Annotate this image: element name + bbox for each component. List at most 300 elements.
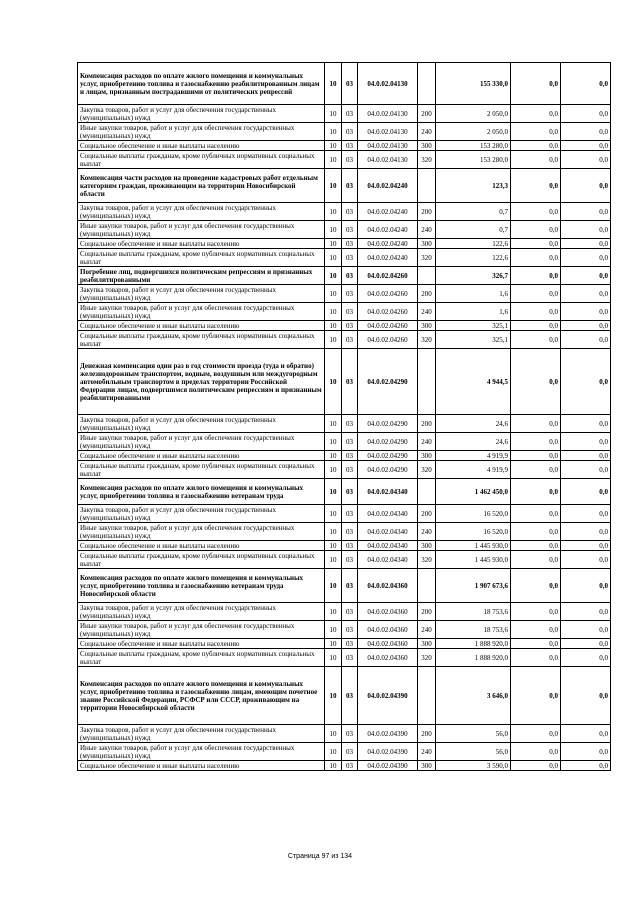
table-row <box>78 551 611 569</box>
cell-name: Компенсация расходов по оплате жилого помещения и коммунальных услуг, приобретению топлива и газоснабжению ветеранам труда <box>78 479 325 505</box>
cell-expense-type: 300 <box>418 639 436 649</box>
cell-section: 10 <box>325 649 342 667</box>
cell-expense-type: 320 <box>418 461 436 479</box>
cell-target-code: 04.0.02.04360 <box>358 639 418 649</box>
cell-expense-type: 240 <box>418 523 436 541</box>
table-row <box>78 267 611 285</box>
cell-subsection: 03 <box>342 285 358 303</box>
cell-target-code: 04.0.02.04130 <box>358 123 418 141</box>
cell-subsection: 03 <box>342 349 358 415</box>
cell-name: Закупка товаров, работ и услуг для обеспечения государственных (муниципальных) нужд <box>78 603 325 621</box>
cell-name: Иные закупки товаров, работ и услуг для обеспечения государственных (муниципальных) нужд <box>78 433 325 451</box>
cell-name: Социальные выплаты гражданам, кроме публичных нормативных социальных выплат <box>78 151 325 169</box>
cell-section: 10 <box>325 621 342 639</box>
cell-subsection: 03 <box>342 523 358 541</box>
cell-subsection: 03 <box>342 621 358 639</box>
cell-amount-2: 0,0 <box>511 331 561 349</box>
cell-subsection: 03 <box>342 761 358 771</box>
cell-expense-type: 240 <box>418 123 436 141</box>
cell-expense-type: 300 <box>418 239 436 249</box>
cell-amount-2: 0,0 <box>511 569 561 603</box>
cell-amount-2: 0,0 <box>511 123 561 141</box>
cell-target-code: 04.0.02.04340 <box>358 523 418 541</box>
cell-expense-type: 200 <box>418 285 436 303</box>
cell-name: Социальные выплаты гражданам, кроме публичных нормативных социальных выплат <box>78 649 325 667</box>
table-row <box>78 761 611 771</box>
table-row <box>78 221 611 239</box>
cell-amount-3: 0,0 <box>561 321 611 331</box>
cell-section: 10 <box>325 221 342 239</box>
cell-amount-2: 0,0 <box>511 141 561 151</box>
cell-target-code: 04.0.02.04260 <box>358 303 418 321</box>
cell-amount-3: 0,0 <box>561 267 611 285</box>
cell-name: Социальное обеспечение и иные выплаты населению <box>78 141 325 151</box>
cell-amount-3: 0,0 <box>561 249 611 267</box>
cell-target-code: 04.0.02.04130 <box>358 105 418 123</box>
cell-amount-2: 0,0 <box>511 451 561 461</box>
cell-amount-2: 0,0 <box>511 479 561 505</box>
cell-amount-3: 0,0 <box>561 239 611 249</box>
cell-amount-3: 0,0 <box>561 303 611 321</box>
cell-amount-1: 325,1 <box>436 321 511 331</box>
cell-target-code: 04.0.02.04340 <box>358 541 418 551</box>
document-page <box>77 62 610 771</box>
cell-name: Социальное обеспечение и иные выплаты населению <box>78 639 325 649</box>
cell-subsection: 03 <box>342 321 358 331</box>
cell-subsection: 03 <box>342 267 358 285</box>
cell-amount-2: 0,0 <box>511 151 561 169</box>
cell-target-code: 04.0.02.04360 <box>358 569 418 603</box>
table-row <box>78 285 611 303</box>
cell-amount-3: 0,0 <box>561 639 611 649</box>
cell-expense-type <box>418 267 436 285</box>
cell-amount-3: 0,0 <box>561 603 611 621</box>
cell-subsection: 03 <box>342 433 358 451</box>
cell-target-code: 04.0.02.04130 <box>358 151 418 169</box>
cell-amount-3: 0,0 <box>561 169 611 203</box>
cell-name: Социальное обеспечение и иные выплаты населению <box>78 451 325 461</box>
cell-amount-1: 1 445 930,0 <box>436 541 511 551</box>
cell-section: 10 <box>325 303 342 321</box>
cell-amount-1: 56,0 <box>436 743 511 761</box>
cell-subsection: 03 <box>342 151 358 169</box>
cell-section: 10 <box>325 141 342 151</box>
cell-expense-type: 320 <box>418 551 436 569</box>
cell-section: 10 <box>325 603 342 621</box>
cell-section: 10 <box>325 63 342 105</box>
table-row <box>78 743 611 761</box>
cell-subsection: 03 <box>342 743 358 761</box>
cell-amount-1: 1 445 930,0 <box>436 551 511 569</box>
cell-subsection: 03 <box>342 249 358 267</box>
cell-amount-3: 0,0 <box>561 551 611 569</box>
cell-name: Социальные выплаты гражданам, кроме публичных нормативных социальных выплат <box>78 551 325 569</box>
cell-target-code: 04.0.02.04290 <box>358 451 418 461</box>
table-row <box>78 725 611 743</box>
table-row <box>78 451 611 461</box>
table-row <box>78 123 611 141</box>
cell-amount-2: 0,0 <box>511 541 561 551</box>
cell-amount-3: 0,0 <box>561 667 611 725</box>
table-row <box>78 321 611 331</box>
cell-target-code: 04.0.02.04390 <box>358 743 418 761</box>
cell-name: Компенсация расходов по оплате жилого помещения и коммунальных услуг, приобретению топлива и газоснабжению реабилитированным лицам и лицам, признанным пострадавшими от политических репрессий <box>78 63 325 105</box>
cell-amount-2: 0,0 <box>511 639 561 649</box>
cell-amount-2: 0,0 <box>511 63 561 105</box>
cell-amount-2: 0,0 <box>511 649 561 667</box>
cell-subsection: 03 <box>342 725 358 743</box>
cell-amount-1: 4 919,9 <box>436 451 511 461</box>
cell-amount-1: 24,6 <box>436 415 511 433</box>
cell-amount-2: 0,0 <box>511 621 561 639</box>
cell-subsection: 03 <box>342 451 358 461</box>
cell-section: 10 <box>325 123 342 141</box>
cell-expense-type: 240 <box>418 743 436 761</box>
cell-section: 10 <box>325 761 342 771</box>
cell-section: 10 <box>325 451 342 461</box>
cell-section: 10 <box>325 639 342 649</box>
cell-target-code: 04.0.02.04360 <box>358 621 418 639</box>
cell-amount-1: 1,6 <box>436 303 511 321</box>
cell-amount-1: 18 753,6 <box>436 603 511 621</box>
cell-subsection: 03 <box>342 203 358 221</box>
cell-subsection: 03 <box>342 649 358 667</box>
cell-amount-2: 0,0 <box>511 461 561 479</box>
cell-amount-3: 0,0 <box>561 415 611 433</box>
cell-target-code: 04.0.02.04290 <box>358 415 418 433</box>
cell-amount-2: 0,0 <box>511 169 561 203</box>
cell-expense-type <box>418 63 436 105</box>
cell-amount-3: 0,0 <box>561 433 611 451</box>
cell-amount-1: 2 050,0 <box>436 105 511 123</box>
cell-target-code: 04.0.02.04130 <box>358 63 418 105</box>
cell-name: Иные закупки товаров, работ и услуг для обеспечения государственных (муниципальных) нужд <box>78 743 325 761</box>
cell-amount-1: 1,6 <box>436 285 511 303</box>
page-footer: Страница 97 из 134 <box>287 853 353 860</box>
cell-amount-2: 0,0 <box>511 725 561 743</box>
cell-amount-2: 0,0 <box>511 523 561 541</box>
cell-section: 10 <box>325 415 342 433</box>
cell-amount-2: 0,0 <box>511 761 561 771</box>
table-row <box>78 105 611 123</box>
cell-expense-type <box>418 479 436 505</box>
cell-amount-3: 0,0 <box>561 285 611 303</box>
cell-name: Закупка товаров, работ и услуг для обеспечения государственных (муниципальных) нужд <box>78 105 325 123</box>
cell-expense-type: 300 <box>418 541 436 551</box>
table-body <box>78 63 611 771</box>
cell-name: Компенсация расходов по оплате жилого помещения и коммунальных услуг, приобретению топлива и газоснабжению лицам, имеющим почетное звание Российской Федерации, РСФСР или СССР, проживающим на территории Новосибирской области <box>78 667 325 725</box>
cell-amount-1: 1 888 920,0 <box>436 639 511 649</box>
cell-amount-3: 0,0 <box>561 151 611 169</box>
table-row <box>78 415 611 433</box>
cell-subsection: 03 <box>342 639 358 649</box>
cell-subsection: 03 <box>342 461 358 479</box>
cell-amount-3: 0,0 <box>561 221 611 239</box>
cell-expense-type: 240 <box>418 303 436 321</box>
cell-name: Иные закупки товаров, работ и услуг для обеспечения государственных (муниципальных) нужд <box>78 221 325 239</box>
table-row <box>78 541 611 551</box>
cell-amount-1: 123,3 <box>436 169 511 203</box>
cell-expense-type: 200 <box>418 203 436 221</box>
cell-section: 10 <box>325 667 342 725</box>
cell-section: 10 <box>325 551 342 569</box>
cell-name: Социальное обеспечение и иные выплаты населению <box>78 541 325 551</box>
cell-amount-2: 0,0 <box>511 203 561 221</box>
cell-name: Закупка товаров, работ и услуг для обеспечения государственных (муниципальных) нужд <box>78 725 325 743</box>
cell-amount-3: 0,0 <box>561 479 611 505</box>
cell-amount-1: 4 919,9 <box>436 461 511 479</box>
cell-amount-2: 0,0 <box>511 415 561 433</box>
table-row <box>78 523 611 541</box>
cell-amount-1: 326,7 <box>436 267 511 285</box>
cell-name: Погребение лиц, подвергшихся политическим репрессиям и признанных реабилитированными <box>78 267 325 285</box>
cell-amount-3: 0,0 <box>561 725 611 743</box>
cell-amount-1: 16 520,0 <box>436 523 511 541</box>
table-row <box>78 303 611 321</box>
cell-expense-type <box>418 569 436 603</box>
cell-name: Социальное обеспечение и иные выплаты населению <box>78 239 325 249</box>
cell-amount-1: 153 280,0 <box>436 141 511 151</box>
table-row <box>78 569 611 603</box>
table-row <box>78 603 611 621</box>
table-row <box>78 151 611 169</box>
cell-target-code: 04.0.02.04340 <box>358 479 418 505</box>
cell-section: 10 <box>325 349 342 415</box>
cell-target-code: 04.0.02.04360 <box>358 649 418 667</box>
cell-amount-2: 0,0 <box>511 267 561 285</box>
cell-subsection: 03 <box>342 221 358 239</box>
cell-amount-1: 0,7 <box>436 221 511 239</box>
cell-section: 10 <box>325 505 342 523</box>
cell-amount-3: 0,0 <box>561 761 611 771</box>
cell-target-code: 04.0.02.04390 <box>358 725 418 743</box>
table-row <box>78 621 611 639</box>
cell-name: Иные закупки товаров, работ и услуг для обеспечения государственных (муниципальных) нужд <box>78 523 325 541</box>
table-row <box>78 349 611 415</box>
table-row <box>78 331 611 349</box>
cell-name: Социальное обеспечение и иные выплаты населению <box>78 761 325 771</box>
cell-subsection: 03 <box>342 63 358 105</box>
cell-expense-type <box>418 169 436 203</box>
cell-target-code: 04.0.02.04130 <box>358 141 418 151</box>
cell-amount-2: 0,0 <box>511 285 561 303</box>
cell-subsection: 03 <box>342 331 358 349</box>
cell-section: 10 <box>325 105 342 123</box>
cell-subsection: 03 <box>342 169 358 203</box>
cell-amount-1: 155 330,0 <box>436 63 511 105</box>
cell-expense-type: 240 <box>418 433 436 451</box>
cell-amount-2: 0,0 <box>511 505 561 523</box>
cell-target-code: 04.0.02.04290 <box>358 433 418 451</box>
cell-amount-3: 0,0 <box>561 331 611 349</box>
cell-name: Компенсация расходов по оплате жилого помещения и коммунальных услуг, приобретению топлива и газоснабжению ветеранам труда Новосибирской области <box>78 569 325 603</box>
cell-target-code: 04.0.02.04290 <box>358 461 418 479</box>
cell-expense-type <box>418 667 436 725</box>
cell-amount-3: 0,0 <box>561 505 611 523</box>
cell-expense-type: 320 <box>418 151 436 169</box>
cell-expense-type: 300 <box>418 451 436 461</box>
cell-amount-3: 0,0 <box>561 649 611 667</box>
table-row <box>78 639 611 649</box>
cell-section: 10 <box>325 743 342 761</box>
cell-target-code: 04.0.02.04360 <box>358 603 418 621</box>
cell-target-code: 04.0.02.04290 <box>358 349 418 415</box>
cell-subsection: 03 <box>342 667 358 725</box>
cell-amount-1: 0,7 <box>436 203 511 221</box>
cell-target-code: 04.0.02.04260 <box>358 321 418 331</box>
cell-amount-3: 0,0 <box>561 743 611 761</box>
cell-target-code: 04.0.02.04240 <box>358 169 418 203</box>
cell-amount-3: 0,0 <box>561 141 611 151</box>
table-row <box>78 461 611 479</box>
cell-subsection: 03 <box>342 239 358 249</box>
cell-expense-type <box>418 349 436 415</box>
cell-amount-2: 0,0 <box>511 743 561 761</box>
cell-amount-3: 0,0 <box>561 105 611 123</box>
table-row <box>78 63 611 105</box>
cell-name: Социальные выплаты гражданам, кроме публичных нормативных социальных выплат <box>78 331 325 349</box>
cell-amount-2: 0,0 <box>511 221 561 239</box>
cell-subsection: 03 <box>342 479 358 505</box>
cell-amount-3: 0,0 <box>561 541 611 551</box>
cell-amount-1: 1 907 673,6 <box>436 569 511 603</box>
table-row <box>78 203 611 221</box>
cell-amount-2: 0,0 <box>511 239 561 249</box>
cell-section: 10 <box>325 331 342 349</box>
cell-expense-type: 300 <box>418 321 436 331</box>
cell-name: Закупка товаров, работ и услуг для обеспечения государственных (муниципальных) нужд <box>78 415 325 433</box>
cell-amount-2: 0,0 <box>511 551 561 569</box>
cell-amount-1: 24,6 <box>436 433 511 451</box>
cell-subsection: 03 <box>342 603 358 621</box>
cell-expense-type: 200 <box>418 505 436 523</box>
table-row <box>78 433 611 451</box>
cell-target-code: 04.0.02.04260 <box>358 331 418 349</box>
cell-section: 10 <box>325 169 342 203</box>
cell-expense-type: 320 <box>418 249 436 267</box>
cell-subsection: 03 <box>342 123 358 141</box>
table-row <box>78 479 611 505</box>
cell-amount-3: 0,0 <box>561 621 611 639</box>
cell-amount-1: 153 280,0 <box>436 151 511 169</box>
cell-amount-3: 0,0 <box>561 461 611 479</box>
cell-expense-type: 300 <box>418 761 436 771</box>
cell-target-code: 04.0.02.04340 <box>358 551 418 569</box>
cell-subsection: 03 <box>342 303 358 321</box>
cell-amount-3: 0,0 <box>561 569 611 603</box>
table-row <box>78 249 611 267</box>
cell-amount-3: 0,0 <box>561 203 611 221</box>
cell-amount-2: 0,0 <box>511 249 561 267</box>
cell-amount-1: 1 888 920,0 <box>436 649 511 667</box>
cell-subsection: 03 <box>342 505 358 523</box>
cell-name: Социальные выплаты гражданам, кроме публичных нормативных социальных выплат <box>78 461 325 479</box>
cell-amount-2: 0,0 <box>511 321 561 331</box>
cell-subsection: 03 <box>342 569 358 603</box>
cell-section: 10 <box>325 267 342 285</box>
cell-amount-1: 1 462 450,0 <box>436 479 511 505</box>
cell-name: Закупка товаров, работ и услуг для обеспечения государственных (муниципальных) нужд <box>78 285 325 303</box>
budget-table <box>77 62 611 771</box>
table-row <box>78 141 611 151</box>
cell-name: Закупка товаров, работ и услуг для обеспечения государственных (муниципальных) нужд <box>78 203 325 221</box>
cell-amount-1: 56,0 <box>436 725 511 743</box>
cell-amount-2: 0,0 <box>511 603 561 621</box>
cell-section: 10 <box>325 725 342 743</box>
cell-expense-type: 200 <box>418 415 436 433</box>
cell-name: Социальные выплаты гражданам, кроме публичных нормативных социальных выплат <box>78 249 325 267</box>
cell-subsection: 03 <box>342 541 358 551</box>
cell-target-code: 04.0.02.04260 <box>358 267 418 285</box>
cell-amount-1: 3 646,0 <box>436 667 511 725</box>
cell-amount-1: 18 753,6 <box>436 621 511 639</box>
cell-section: 10 <box>325 203 342 221</box>
cell-expense-type: 320 <box>418 649 436 667</box>
cell-expense-type: 240 <box>418 621 436 639</box>
cell-amount-2: 0,0 <box>511 433 561 451</box>
cell-name: Социальное обеспечение и иные выплаты населению <box>78 321 325 331</box>
cell-expense-type: 200 <box>418 105 436 123</box>
cell-section: 10 <box>325 239 342 249</box>
cell-amount-2: 0,0 <box>511 303 561 321</box>
cell-name: Иные закупки товаров, работ и услуг для обеспечения государственных (муниципальных) нужд <box>78 303 325 321</box>
cell-name: Закупка товаров, работ и услуг для обеспечения государственных (муниципальных) нужд <box>78 505 325 523</box>
cell-amount-2: 0,0 <box>511 667 561 725</box>
cell-section: 10 <box>325 541 342 551</box>
cell-amount-1: 325,1 <box>436 331 511 349</box>
cell-section: 10 <box>325 569 342 603</box>
cell-target-code: 04.0.02.04240 <box>358 221 418 239</box>
cell-amount-2: 0,0 <box>511 105 561 123</box>
cell-target-code: 04.0.02.04260 <box>358 285 418 303</box>
cell-subsection: 03 <box>342 141 358 151</box>
cell-name: Иные закупки товаров, работ и услуг для обеспечения государственных (муниципальных) нужд <box>78 621 325 639</box>
cell-target-code: 04.0.02.04390 <box>358 667 418 725</box>
cell-amount-1: 2 050,0 <box>436 123 511 141</box>
cell-amount-3: 0,0 <box>561 523 611 541</box>
cell-target-code: 04.0.02.04390 <box>358 761 418 771</box>
cell-section: 10 <box>325 433 342 451</box>
table-row <box>78 649 611 667</box>
cell-amount-1: 122,6 <box>436 249 511 267</box>
cell-section: 10 <box>325 523 342 541</box>
cell-name: Иные закупки товаров, работ и услуг для обеспечения государственных (муниципальных) нужд <box>78 123 325 141</box>
cell-name: Денежная компенсация один раз в год стоимости проезда (туда и обратно) железнодорожным транспортом, водным, воздушным или междугородным автомобильным транспортом в пределах территории Российской Федерации лицам, подвергшимся политическим репрессиям и признанным реабилитированными <box>78 349 325 415</box>
table-row <box>78 505 611 523</box>
cell-target-code: 04.0.02.04240 <box>358 249 418 267</box>
cell-subsection: 03 <box>342 105 358 123</box>
cell-target-code: 04.0.02.04240 <box>358 239 418 249</box>
cell-amount-3: 0,0 <box>561 63 611 105</box>
cell-subsection: 03 <box>342 415 358 433</box>
cell-expense-type: 200 <box>418 603 436 621</box>
cell-expense-type: 200 <box>418 725 436 743</box>
cell-amount-1: 4 944,5 <box>436 349 511 415</box>
cell-section: 10 <box>325 479 342 505</box>
cell-target-code: 04.0.02.04240 <box>358 203 418 221</box>
cell-amount-3: 0,0 <box>561 451 611 461</box>
cell-section: 10 <box>325 285 342 303</box>
cell-expense-type: 240 <box>418 221 436 239</box>
table-row <box>78 169 611 203</box>
cell-amount-1: 3 590,0 <box>436 761 511 771</box>
cell-section: 10 <box>325 461 342 479</box>
cell-amount-1: 16 520,0 <box>436 505 511 523</box>
cell-target-code: 04.0.02.04340 <box>358 505 418 523</box>
cell-name: Компенсация части расходов на проведение кадастровых работ отдельным категориям граждан, проживающим на территории Новосибирской области <box>78 169 325 203</box>
cell-section: 10 <box>325 321 342 331</box>
cell-section: 10 <box>325 151 342 169</box>
